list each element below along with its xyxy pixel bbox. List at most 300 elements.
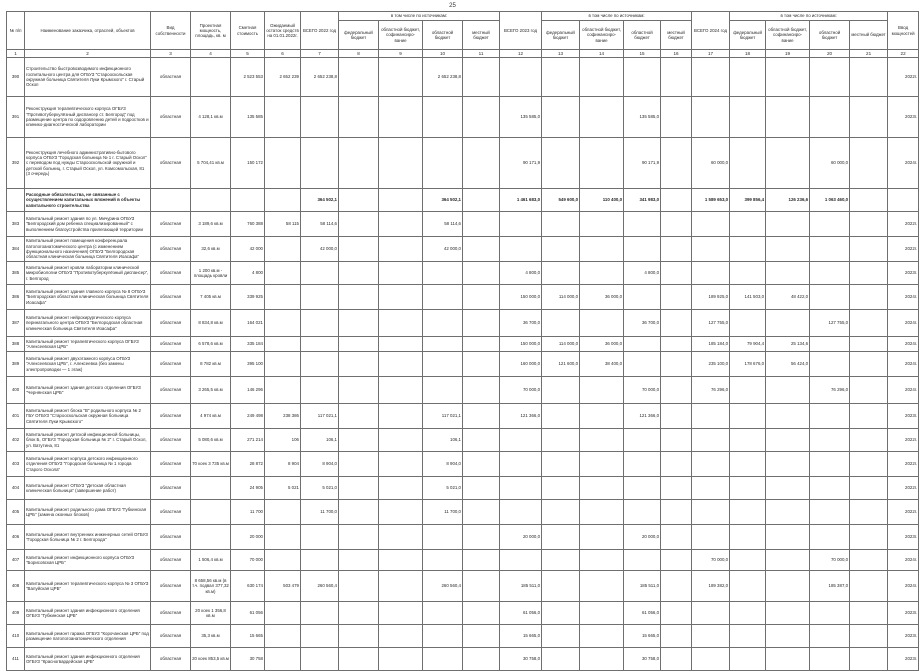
table-row bbox=[7, 337, 919, 352]
cell-row-number: 409 bbox=[7, 602, 25, 625]
cell-local-2024 bbox=[850, 602, 888, 625]
cell-regional-cofin-2024 bbox=[766, 500, 810, 525]
cell-regional-cofin-2022 bbox=[379, 377, 423, 404]
cell-regional-2022: 106,1 bbox=[423, 429, 463, 452]
cell-total-2024 bbox=[692, 625, 730, 648]
cell-regional-2024 bbox=[810, 500, 850, 525]
cell-object-name: Реконструкция терапевтического корпуса ОГБУЗ "Противотуберкулёзный диспансер ст. Белгород" под размещение центра по оздоровлению детей и подростков и клинико-диагностической лаборатории bbox=[25, 97, 151, 138]
cell-input-year: 2022г. bbox=[888, 477, 919, 500]
cell-regional-cofin-2022 bbox=[379, 337, 423, 352]
cell-cost: 630 174 bbox=[231, 571, 265, 602]
cell-local-2024 bbox=[850, 429, 888, 452]
cell-regional-cofin-2022 bbox=[379, 404, 423, 429]
header-name: Наименование заказчика, отраслей, объектов bbox=[25, 12, 151, 50]
cell-federal-2023: 114 000,0 bbox=[542, 337, 580, 352]
cell-regional-2024: 76 296,0 bbox=[810, 377, 850, 404]
cell-object-name: Капитальный ремонт родильного дома ОГБУЗ "Губкинская ЦРБ" (замена оконных блоков) bbox=[25, 500, 151, 525]
cell-local-2023 bbox=[661, 97, 692, 138]
cell-ownership: областная bbox=[151, 58, 191, 97]
cell-regional-cofin-2023 bbox=[580, 648, 624, 671]
cell-total-2022 bbox=[301, 625, 339, 648]
cell-cost: 395 100 bbox=[231, 352, 265, 377]
cell-cost: 30 758 bbox=[231, 648, 265, 671]
cell-regional-cofin-2022 bbox=[379, 352, 423, 377]
cell-regional-cofin-2023 bbox=[580, 237, 624, 262]
cell-local-2023 bbox=[661, 404, 692, 429]
column-number: 7 bbox=[301, 50, 339, 58]
cell-federal-2024 bbox=[730, 571, 766, 602]
header-regional-2023: областной бюджет bbox=[624, 21, 661, 50]
cell-row-number: 407 bbox=[7, 550, 25, 571]
cell-local-2022 bbox=[463, 452, 500, 477]
cell-regional-2022: 260 560,4 bbox=[423, 571, 463, 602]
budget-table bbox=[6, 11, 919, 671]
cell-federal-2024 bbox=[730, 58, 766, 97]
cell-ownership: областная bbox=[151, 337, 191, 352]
cell-total-2024 bbox=[692, 500, 730, 525]
cell-regional-2024 bbox=[810, 404, 850, 429]
header-input-year: Ввод мощностей bbox=[888, 12, 919, 50]
cell-regional-cofin-2022 bbox=[379, 58, 423, 97]
cell-input-year: 2024г. bbox=[888, 310, 919, 337]
cell-cost: 760 388 bbox=[231, 212, 265, 237]
column-number: 13 bbox=[542, 50, 580, 58]
cell-remaining bbox=[265, 285, 301, 310]
cell-object-name: Расходные обязательства, не связанные с осуществлением капитальных вложений в объекты капитального строительства bbox=[25, 189, 151, 212]
cell-capacity bbox=[191, 477, 231, 500]
cell-object-name: Реконструкция лечебного административно-бытового корпуса ОГБУЗ "Городская больница № 1 г. Старый Оскол" с переводом под нужды Старооскольской окружной и детской больниц, г. Старый Оскол, ул. Комсомольская, 81 (3 очередь) bbox=[25, 138, 151, 189]
cell-cost: 4 800 bbox=[231, 262, 265, 285]
cell-regional-2022 bbox=[423, 625, 463, 648]
cell-total-2023 bbox=[500, 237, 542, 262]
cell-local-2023 bbox=[661, 262, 692, 285]
cell-cost bbox=[231, 189, 265, 212]
cell-input-year: 2024г. bbox=[888, 337, 919, 352]
column-number: 16 bbox=[661, 50, 692, 58]
cell-input-year: 2023г. bbox=[888, 625, 919, 648]
cell-ownership: областная bbox=[151, 500, 191, 525]
cell-federal-2022 bbox=[339, 377, 379, 404]
cell-regional-2024 bbox=[810, 337, 850, 352]
cell-federal-2022 bbox=[339, 452, 379, 477]
cell-federal-2023 bbox=[542, 237, 580, 262]
cell-remaining bbox=[265, 625, 301, 648]
cell-regional-2022 bbox=[423, 525, 463, 550]
cell-capacity: 1 506,4 кв.м bbox=[191, 550, 231, 571]
table-row bbox=[7, 648, 919, 671]
cell-remaining bbox=[265, 310, 301, 337]
cell-local-2022 bbox=[463, 571, 500, 602]
header-total-2024: ВСЕГО 2024 год bbox=[692, 12, 730, 50]
header-cost: Сметная стоимость bbox=[231, 12, 265, 50]
cell-local-2023 bbox=[661, 500, 692, 525]
cell-row-number: 391 bbox=[7, 97, 25, 138]
cell-cost: 249 498 bbox=[231, 404, 265, 429]
cell-regional-cofin-2024 bbox=[766, 602, 810, 625]
cell-total-2022: 260 560,4 bbox=[301, 571, 339, 602]
cell-input-year: 2022г. bbox=[888, 452, 919, 477]
cell-local-2024 bbox=[850, 352, 888, 377]
cell-local-2023 bbox=[661, 625, 692, 648]
cell-regional-2023 bbox=[624, 352, 661, 377]
column-number: 6 bbox=[265, 50, 301, 58]
table-row bbox=[7, 625, 919, 648]
cell-total-2024: 189 382,0 bbox=[692, 571, 730, 602]
cell-ownership: областная bbox=[151, 310, 191, 337]
cell-federal-2022 bbox=[339, 477, 379, 500]
cell-row-number: 404 bbox=[7, 477, 25, 500]
cell-total-2022: 58 114,6 bbox=[301, 212, 339, 237]
cell-regional-cofin-2023 bbox=[580, 377, 624, 404]
cell-cost: 164 021 bbox=[231, 310, 265, 337]
cell-local-2024 bbox=[850, 404, 888, 429]
table-row bbox=[7, 237, 919, 262]
cell-local-2024 bbox=[850, 550, 888, 571]
cell-regional-cofin-2023: 38 400,0 bbox=[580, 352, 624, 377]
cell-regional-2023 bbox=[624, 500, 661, 525]
cell-local-2022 bbox=[463, 262, 500, 285]
table-row bbox=[7, 377, 919, 404]
cell-federal-2022 bbox=[339, 97, 379, 138]
cell-input-year: 2022г. bbox=[888, 429, 919, 452]
header-local-2023: местный бюджет bbox=[661, 21, 692, 50]
cell-input-year: 2023г. bbox=[888, 648, 919, 671]
cell-regional-cofin-2022 bbox=[379, 500, 423, 525]
cell-local-2024 bbox=[850, 212, 888, 237]
cell-object-name: Капитальный ремонт гаража ОГБУЗ "Корочанская ЦРБ" под размещение патологоанатомического отделения bbox=[25, 625, 151, 648]
cell-input-year: 2023г. bbox=[888, 525, 919, 550]
cell-total-2024: 60 000,0 bbox=[692, 138, 730, 189]
cell-total-2022 bbox=[301, 648, 339, 671]
cell-federal-2023 bbox=[542, 648, 580, 671]
column-number: 10 bbox=[423, 50, 463, 58]
cell-object-name: Капитальный ремонт здания инфекционного отделения ОГБУЗ "Красногвардейская ЦРБ" bbox=[25, 648, 151, 671]
cell-regional-cofin-2023 bbox=[580, 625, 624, 648]
cell-local-2022 bbox=[463, 138, 500, 189]
table-row bbox=[7, 310, 919, 337]
cell-total-2024 bbox=[692, 648, 730, 671]
cell-local-2022 bbox=[463, 500, 500, 525]
cell-total-2023: 4 800,0 bbox=[500, 262, 542, 285]
cell-regional-cofin-2022 bbox=[379, 189, 423, 212]
cell-remaining bbox=[265, 500, 301, 525]
cell-total-2023 bbox=[500, 550, 542, 571]
cell-federal-2023 bbox=[542, 477, 580, 500]
cell-capacity: 8 658,56 кв.м (в т.ч. подвал 377,32 кв.м) bbox=[191, 571, 231, 602]
cell-regional-cofin-2024 bbox=[766, 452, 810, 477]
column-number: 17 bbox=[692, 50, 730, 58]
cell-total-2022 bbox=[301, 525, 339, 550]
cell-total-2024 bbox=[692, 58, 730, 97]
cell-local-2024 bbox=[850, 500, 888, 525]
cell-total-2024 bbox=[692, 525, 730, 550]
cell-capacity: 3 189,6 кв.м bbox=[191, 212, 231, 237]
cell-total-2024 bbox=[692, 262, 730, 285]
cell-regional-2024: 127 755,0 bbox=[810, 310, 850, 337]
header-regional-cofin-2023: областной бюджет, софинансиро-вание bbox=[580, 21, 624, 50]
cell-regional-cofin-2024 bbox=[766, 262, 810, 285]
header-remaining: Ожидаемый остаток средств на 01.01.2022г. bbox=[265, 12, 301, 50]
cell-regional-cofin-2022 bbox=[379, 310, 423, 337]
cell-federal-2023 bbox=[542, 571, 580, 602]
cell-object-name: Капитальный ремонт инфекционного корпуса ОГБУЗ "Борисовская ЦРБ" bbox=[25, 550, 151, 571]
cell-regional-2024: 60 000,0 bbox=[810, 138, 850, 189]
cell-local-2022 bbox=[463, 429, 500, 452]
cell-remaining bbox=[265, 550, 301, 571]
cell-remaining: 2 652 239 bbox=[265, 58, 301, 97]
cell-total-2022: 364 502,1 bbox=[301, 189, 339, 212]
table-row bbox=[7, 571, 919, 602]
cell-local-2024 bbox=[850, 237, 888, 262]
cell-regional-cofin-2023 bbox=[580, 138, 624, 189]
cell-federal-2022 bbox=[339, 285, 379, 310]
cell-regional-2024 bbox=[810, 477, 850, 500]
cell-regional-2022: 58 114,6 bbox=[423, 212, 463, 237]
header-regional-cofin-2022: областной бюджет, софинансиро-вание bbox=[379, 21, 423, 50]
cell-local-2023 bbox=[661, 648, 692, 671]
cell-cost: 271 214 bbox=[231, 429, 265, 452]
cell-regional-cofin-2023: 110 400,0 bbox=[580, 189, 624, 212]
cell-federal-2022 bbox=[339, 602, 379, 625]
cell-total-2024 bbox=[692, 237, 730, 262]
cell-federal-2024 bbox=[730, 212, 766, 237]
cell-regional-cofin-2022 bbox=[379, 550, 423, 571]
cell-federal-2023 bbox=[542, 377, 580, 404]
cell-federal-2024 bbox=[730, 377, 766, 404]
cell-regional-cofin-2022 bbox=[379, 429, 423, 452]
cell-federal-2022 bbox=[339, 404, 379, 429]
column-number: 14 bbox=[580, 50, 624, 58]
cell-federal-2022 bbox=[339, 138, 379, 189]
cell-total-2024: 70 000,0 bbox=[692, 550, 730, 571]
cell-total-2022: 2 652 238,8 bbox=[301, 58, 339, 97]
cell-regional-2023: 30 758,0 bbox=[624, 648, 661, 671]
cell-capacity bbox=[191, 58, 231, 97]
cell-regional-2023: 121 366,0 bbox=[624, 404, 661, 429]
cell-regional-2024 bbox=[810, 285, 850, 310]
cell-federal-2022 bbox=[339, 212, 379, 237]
cell-federal-2024 bbox=[730, 97, 766, 138]
cell-total-2022 bbox=[301, 285, 339, 310]
cell-regional-2022 bbox=[423, 352, 463, 377]
cell-local-2023 bbox=[661, 285, 692, 310]
cell-cost: 61 056 bbox=[231, 602, 265, 625]
cell-regional-2024 bbox=[810, 212, 850, 237]
cell-input-year: 2024г. bbox=[888, 377, 919, 404]
cell-capacity: 4 128,1 кв.м bbox=[191, 97, 231, 138]
cell-input-year: 2023г. bbox=[888, 602, 919, 625]
cell-object-name: Капитальный ремонт здания детского отделения ОГБУЗ "Чернянская ЦРБ" bbox=[25, 377, 151, 404]
cell-capacity bbox=[191, 525, 231, 550]
cell-remaining: 503 479 bbox=[265, 571, 301, 602]
cell-federal-2024: 141 503,0 bbox=[730, 285, 766, 310]
cell-capacity: 7 405 кв.м bbox=[191, 285, 231, 310]
cell-object-name: Капитальный ремонт здания инфекционного отделения ОГБУЗ "Губкинская ЦРБ" bbox=[25, 602, 151, 625]
cell-total-2022 bbox=[301, 602, 339, 625]
cell-total-2024 bbox=[692, 97, 730, 138]
cell-ownership: областная bbox=[151, 352, 191, 377]
cell-capacity: 20 коек 1 356,8 кв.м bbox=[191, 602, 231, 625]
cell-ownership: областная bbox=[151, 138, 191, 189]
cell-regional-cofin-2024: 56 424,0 bbox=[766, 352, 810, 377]
cell-local-2024 bbox=[850, 571, 888, 602]
cell-ownership: областная bbox=[151, 602, 191, 625]
cell-total-2022: 42 000,0 bbox=[301, 237, 339, 262]
cell-capacity: 1 200 кв.м - площадь кровли bbox=[191, 262, 231, 285]
cell-federal-2022 bbox=[339, 310, 379, 337]
cell-total-2024: 235 100,0 bbox=[692, 352, 730, 377]
cell-capacity bbox=[191, 500, 231, 525]
column-number: 18 bbox=[730, 50, 766, 58]
cell-federal-2024 bbox=[730, 429, 766, 452]
cell-local-2023 bbox=[661, 310, 692, 337]
cell-total-2023 bbox=[500, 58, 542, 97]
cell-regional-cofin-2024 bbox=[766, 648, 810, 671]
cell-row-number: 384 bbox=[7, 237, 25, 262]
cell-ownership: областная bbox=[151, 377, 191, 404]
header-regional-cofin-2024: областной бюджет, софинансиро-вание bbox=[766, 21, 810, 50]
cell-federal-2024: 399 856,4 bbox=[730, 189, 766, 212]
cell-remaining: 238 386 bbox=[265, 404, 301, 429]
cell-remaining: 8 904 bbox=[265, 452, 301, 477]
cell-object-name: Капитальный ремонт двухэтажного корпуса ОГБУЗ "Алексеевская ЦРБ", г. Алексеевка (без замены электропроводки — 1 этаж) bbox=[25, 352, 151, 377]
cell-cost: 11 700 bbox=[231, 500, 265, 525]
cell-regional-2022: 5 021,0 bbox=[423, 477, 463, 500]
cell-regional-cofin-2023 bbox=[580, 97, 624, 138]
cell-remaining bbox=[265, 262, 301, 285]
cell-regional-cofin-2023 bbox=[580, 571, 624, 602]
header-total-2022: ВСЕГО 2022 год bbox=[301, 12, 339, 50]
cell-local-2024 bbox=[850, 138, 888, 189]
cell-federal-2024 bbox=[730, 138, 766, 189]
cell-regional-cofin-2024 bbox=[766, 212, 810, 237]
cell-federal-2023 bbox=[542, 625, 580, 648]
cell-federal-2024 bbox=[730, 602, 766, 625]
cell-local-2024 bbox=[850, 310, 888, 337]
cell-local-2022 bbox=[463, 337, 500, 352]
cell-regional-2022: 2 652 238,8 bbox=[423, 58, 463, 97]
header-regional-2024: областной бюджет bbox=[810, 21, 850, 50]
cell-remaining bbox=[265, 189, 301, 212]
cell-row-number: 387 bbox=[7, 310, 25, 337]
cell-local-2024 bbox=[850, 477, 888, 500]
cell-local-2023 bbox=[661, 571, 692, 602]
table-row bbox=[7, 285, 919, 310]
cell-total-2023: 20 000,0 bbox=[500, 525, 542, 550]
cell-local-2023 bbox=[661, 138, 692, 189]
column-number: 1 bbox=[7, 50, 25, 58]
cell-remaining bbox=[265, 138, 301, 189]
cell-regional-2023 bbox=[624, 212, 661, 237]
header-no: № п/п bbox=[7, 12, 25, 50]
cell-row-number: 408 bbox=[7, 571, 25, 602]
cell-input-year: 2024г. bbox=[888, 550, 919, 571]
cell-cost: 15 665 bbox=[231, 625, 265, 648]
cell-total-2023: 185 511,0 bbox=[500, 571, 542, 602]
cell-input-year: 2022г. bbox=[888, 212, 919, 237]
cell-row-number: 392 bbox=[7, 138, 25, 189]
cell-regional-2022 bbox=[423, 377, 463, 404]
cell-ownership: областная bbox=[151, 477, 191, 500]
cell-regional-cofin-2024: 126 236,6 bbox=[766, 189, 810, 212]
cell-local-2023 bbox=[661, 237, 692, 262]
cell-regional-cofin-2024 bbox=[766, 310, 810, 337]
cell-federal-2024 bbox=[730, 500, 766, 525]
cell-federal-2022 bbox=[339, 237, 379, 262]
header-federal-2022: федеральный бюджет bbox=[339, 21, 379, 50]
cell-regional-cofin-2023 bbox=[580, 58, 624, 97]
cell-ownership: областная bbox=[151, 625, 191, 648]
cell-cost: 335 184 bbox=[231, 337, 265, 352]
cell-total-2023: 150 000,0 bbox=[500, 285, 542, 310]
cell-capacity: 20 коек 853,5 кв.м bbox=[191, 648, 231, 671]
cell-cost: 135 585 bbox=[231, 97, 265, 138]
cell-regional-2023 bbox=[624, 452, 661, 477]
table-body bbox=[7, 50, 919, 671]
cell-row-number: 386 bbox=[7, 285, 25, 310]
cell-regional-2023: 135 585,0 bbox=[624, 97, 661, 138]
cell-total-2023 bbox=[500, 212, 542, 237]
cell-input-year: 2023г. bbox=[888, 97, 919, 138]
table-row bbox=[7, 550, 919, 571]
cell-federal-2022 bbox=[339, 352, 379, 377]
cell-cost: 70 000 bbox=[231, 550, 265, 571]
cell-federal-2022 bbox=[339, 58, 379, 97]
cell-federal-2022 bbox=[339, 429, 379, 452]
cell-regional-cofin-2022 bbox=[379, 262, 423, 285]
column-number: 3 bbox=[151, 50, 191, 58]
cell-regional-cofin-2024 bbox=[766, 138, 810, 189]
cell-input-year bbox=[888, 189, 919, 212]
column-number-row bbox=[7, 50, 919, 58]
cell-object-name: Капитальный ремонт блока "В" родильного корпуса № 2 ГБУ ОГБУЗ "Старооскольская окружная больница Святителя Луки Крымского" bbox=[25, 404, 151, 429]
cell-ownership: областная bbox=[151, 97, 191, 138]
cell-regional-2023: 70 000,0 bbox=[624, 377, 661, 404]
cell-regional-cofin-2024 bbox=[766, 97, 810, 138]
column-number: 22 bbox=[888, 50, 919, 58]
cell-total-2023: 160 000,0 bbox=[500, 352, 542, 377]
cell-regional-cofin-2024 bbox=[766, 571, 810, 602]
cell-regional-2024: 70 000,0 bbox=[810, 550, 850, 571]
cell-federal-2023 bbox=[542, 525, 580, 550]
cell-regional-2022: 11 700,0 bbox=[423, 500, 463, 525]
cell-federal-2024 bbox=[730, 525, 766, 550]
cell-local-2024 bbox=[850, 189, 888, 212]
cell-federal-2023 bbox=[542, 212, 580, 237]
cell-total-2022 bbox=[301, 310, 339, 337]
cell-remaining bbox=[265, 648, 301, 671]
cell-remaining: 5 021 bbox=[265, 477, 301, 500]
column-number: 2 bbox=[25, 50, 151, 58]
cell-regional-2023: 15 665,0 bbox=[624, 625, 661, 648]
cell-regional-2022 bbox=[423, 648, 463, 671]
table-row bbox=[7, 189, 919, 212]
cell-federal-2023 bbox=[542, 452, 580, 477]
header-ownership: Вид собственности bbox=[151, 12, 191, 50]
cell-regional-cofin-2024 bbox=[766, 58, 810, 97]
cell-regional-2022 bbox=[423, 310, 463, 337]
cell-total-2022 bbox=[301, 352, 339, 377]
cell-regional-2022: 364 502,1 bbox=[423, 189, 463, 212]
cell-regional-2023: 36 700,0 bbox=[624, 310, 661, 337]
cell-regional-2024 bbox=[810, 602, 850, 625]
table-row bbox=[7, 404, 919, 429]
cell-regional-cofin-2023 bbox=[580, 477, 624, 500]
column-number: 12 bbox=[500, 50, 542, 58]
cell-local-2022 bbox=[463, 404, 500, 429]
cell-total-2023: 61 056,0 bbox=[500, 602, 542, 625]
table-row bbox=[7, 477, 919, 500]
